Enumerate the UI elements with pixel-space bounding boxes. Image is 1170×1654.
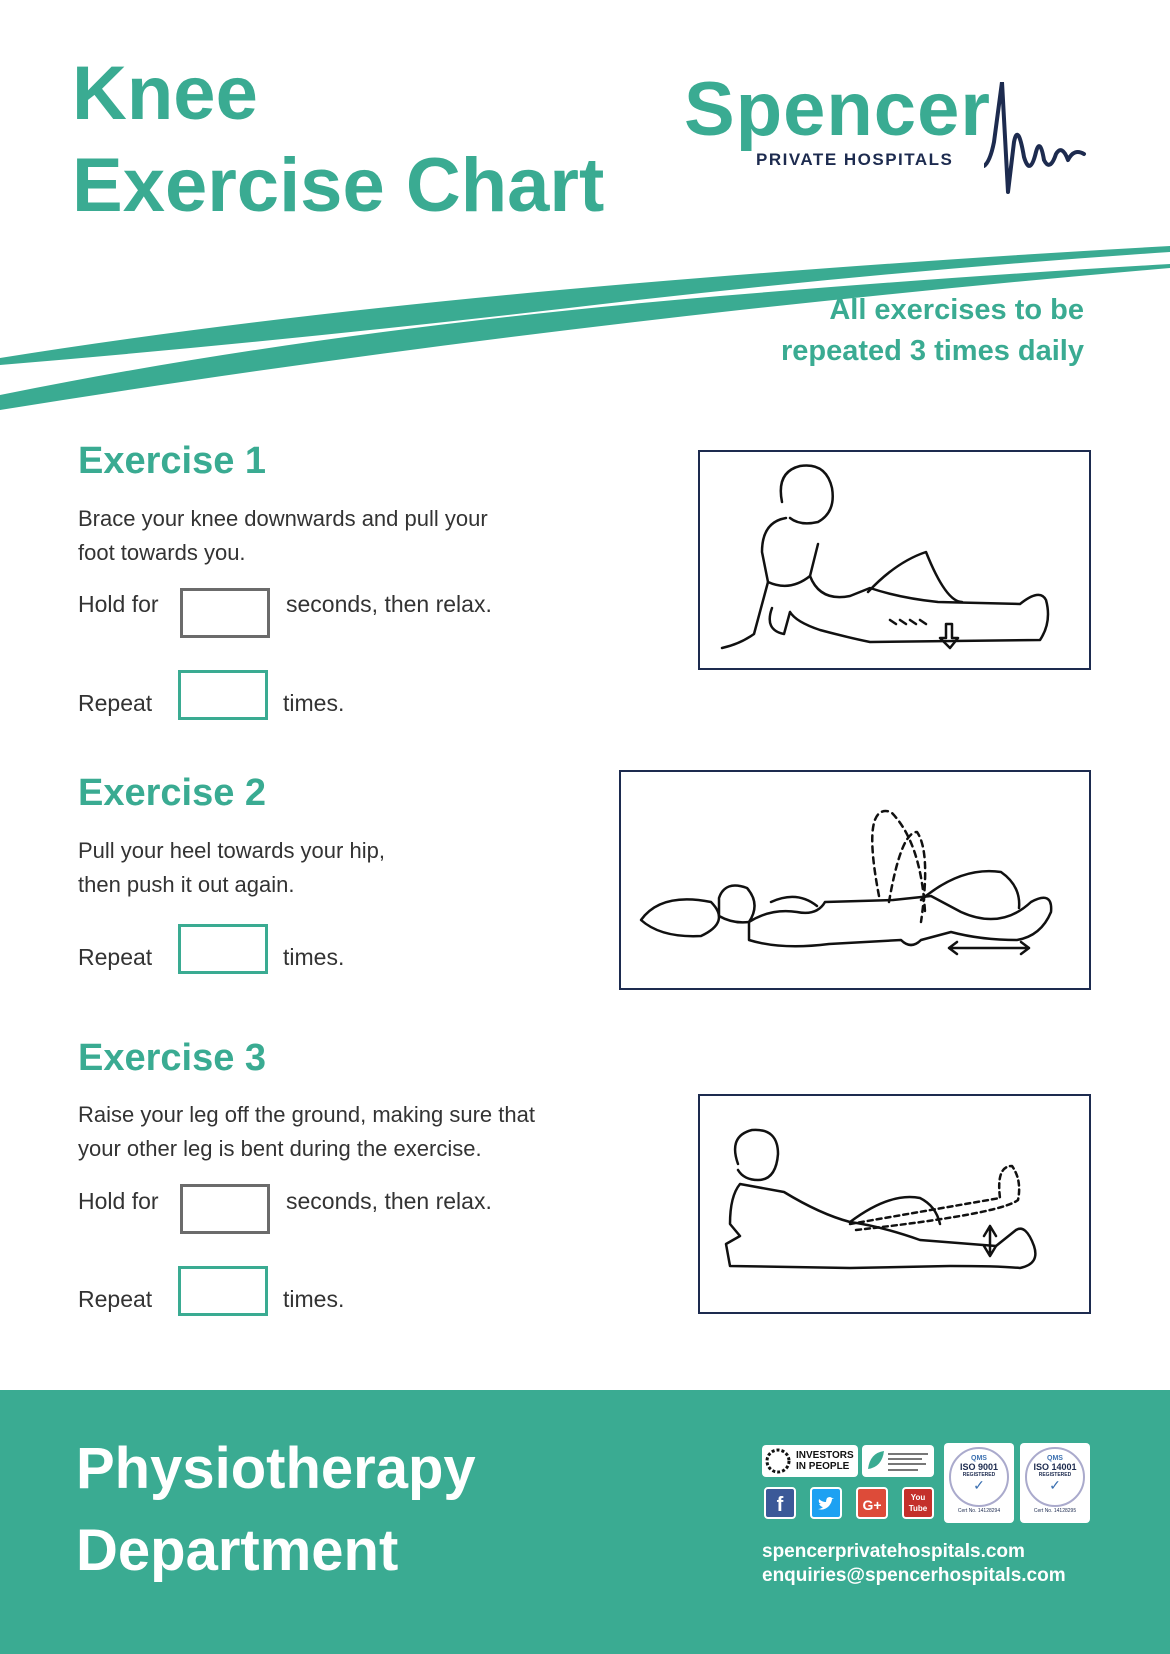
exercise-2-repeat-suffix: times. bbox=[283, 944, 345, 970]
lying-heel-slide-figure bbox=[621, 772, 1089, 988]
exercise-3-repeat-suffix: times. bbox=[283, 1286, 345, 1312]
exercise-3-text-line-2: your other leg is bent during the exercise. bbox=[78, 1136, 482, 1161]
exercise-1-repeat-box[interactable] bbox=[178, 670, 268, 720]
iip-line-2: IN PEOPLE bbox=[796, 1461, 850, 1472]
exercise-2-illustration bbox=[619, 770, 1091, 990]
seated-knee-brace-figure bbox=[700, 452, 1089, 668]
tagline-line-2: repeated 3 times daily bbox=[780, 335, 1084, 367]
exercise-3-repeat-label: Repeat bbox=[78, 1286, 153, 1312]
iso-9001-check-icon: ✓ bbox=[973, 1477, 985, 1493]
exercise-3-instructions bbox=[78, 1098, 535, 1166]
facebook-icon[interactable]: f bbox=[764, 1487, 796, 1519]
contact-info bbox=[762, 1540, 1066, 1588]
exercise-1-text-line-2: foot towards you. bbox=[78, 540, 246, 565]
footer-banner bbox=[0, 1390, 1170, 1654]
exercise-1-instructions bbox=[78, 502, 488, 570]
exercise-3-hold-box[interactable] bbox=[180, 1184, 270, 1234]
title-line-2: Exercise Chart bbox=[72, 143, 605, 228]
iip-line-1: INVESTORS bbox=[796, 1450, 854, 1461]
department-line-1: Physiotherapy bbox=[76, 1436, 476, 1501]
treatments-you-can-trust-badge bbox=[862, 1445, 934, 1477]
heartbeat-icon bbox=[984, 82, 1094, 202]
exercise-2-repeat-label: Repeat bbox=[78, 944, 153, 970]
iso-9001-registered: REGISTERED bbox=[962, 1472, 996, 1478]
exercise-3-heading: Exercise 3 bbox=[78, 1037, 267, 1079]
leaf-icon bbox=[862, 1445, 934, 1477]
exercise-1-repeat-label: Repeat bbox=[78, 690, 153, 716]
iso-9001-number: ISO 9001 bbox=[959, 1462, 999, 1472]
logo-wordmark: Spencer bbox=[684, 67, 991, 152]
exercise-2-heading: Exercise 2 bbox=[78, 772, 267, 814]
exercise-2-repeat-box[interactable] bbox=[178, 924, 268, 974]
tagline-line-1: All exercises to be bbox=[829, 294, 1084, 326]
exercise-1-text-line-1: Brace your knee downwards and pull your bbox=[78, 506, 488, 531]
iso-9001-cert: Cert No. 14128294 bbox=[957, 1508, 1001, 1514]
iso-14001-check-icon: ✓ bbox=[1049, 1477, 1061, 1493]
investors-in-people-badge bbox=[762, 1445, 858, 1477]
email-link[interactable]: enquiries@spencerhospitals.com bbox=[762, 1565, 1066, 1586]
logo-subtitle: PRIVATE HOSPITALS bbox=[756, 150, 954, 169]
google-plus-icon[interactable]: G+ bbox=[856, 1487, 888, 1519]
straight-leg-raise-figure bbox=[700, 1096, 1089, 1312]
exercise-1-illustration bbox=[698, 450, 1091, 670]
website-link[interactable]: spencerprivatehospitals.com bbox=[762, 1541, 1025, 1562]
exercise-3-repeat-box[interactable] bbox=[178, 1266, 268, 1316]
page-title bbox=[72, 48, 604, 232]
tagline bbox=[781, 290, 1084, 372]
twitter-icon[interactable] bbox=[810, 1487, 842, 1519]
exercise-1-repeat-suffix: times. bbox=[283, 690, 345, 716]
iso-9001-badge bbox=[944, 1443, 1014, 1523]
exercise-3-illustration bbox=[698, 1094, 1091, 1314]
exercise-3-text-line-1: Raise your leg off the ground, making sure that bbox=[78, 1102, 535, 1127]
iso-14001-registered: REGISTERED bbox=[1038, 1472, 1072, 1478]
exercise-1-hold-label: Hold for bbox=[78, 591, 159, 617]
department-title bbox=[76, 1428, 476, 1592]
exercise-1-hold-box[interactable] bbox=[180, 588, 270, 638]
iso-14001-number: ISO 14001 bbox=[1033, 1462, 1077, 1472]
iso-14001-qms: QMS bbox=[1047, 1455, 1063, 1462]
department-line-2: Department bbox=[76, 1518, 399, 1583]
youtube-icon[interactable]: You Tube bbox=[902, 1487, 934, 1519]
spencer-logo bbox=[684, 67, 1094, 210]
iso-14001-badge bbox=[1020, 1443, 1090, 1523]
title-line-1: Knee bbox=[72, 51, 258, 136]
exercise-3-hold-label: Hold for bbox=[78, 1188, 159, 1214]
exercise-3-hold-suffix: seconds, then relax. bbox=[286, 1188, 492, 1214]
bird-icon bbox=[816, 1494, 836, 1514]
exercise-1-heading: Exercise 1 bbox=[78, 440, 267, 482]
exercise-2-text-line-1: Pull your heel towards your hip, bbox=[78, 838, 385, 863]
iso-9001-qms: QMS bbox=[971, 1455, 987, 1462]
iso-14001-cert: Cert No. 14128295 bbox=[1033, 1508, 1077, 1514]
exercise-2-instructions bbox=[78, 834, 385, 902]
exercise-2-text-line-2: then push it out again. bbox=[78, 872, 295, 897]
exercise-1-hold-suffix: seconds, then relax. bbox=[286, 591, 492, 617]
